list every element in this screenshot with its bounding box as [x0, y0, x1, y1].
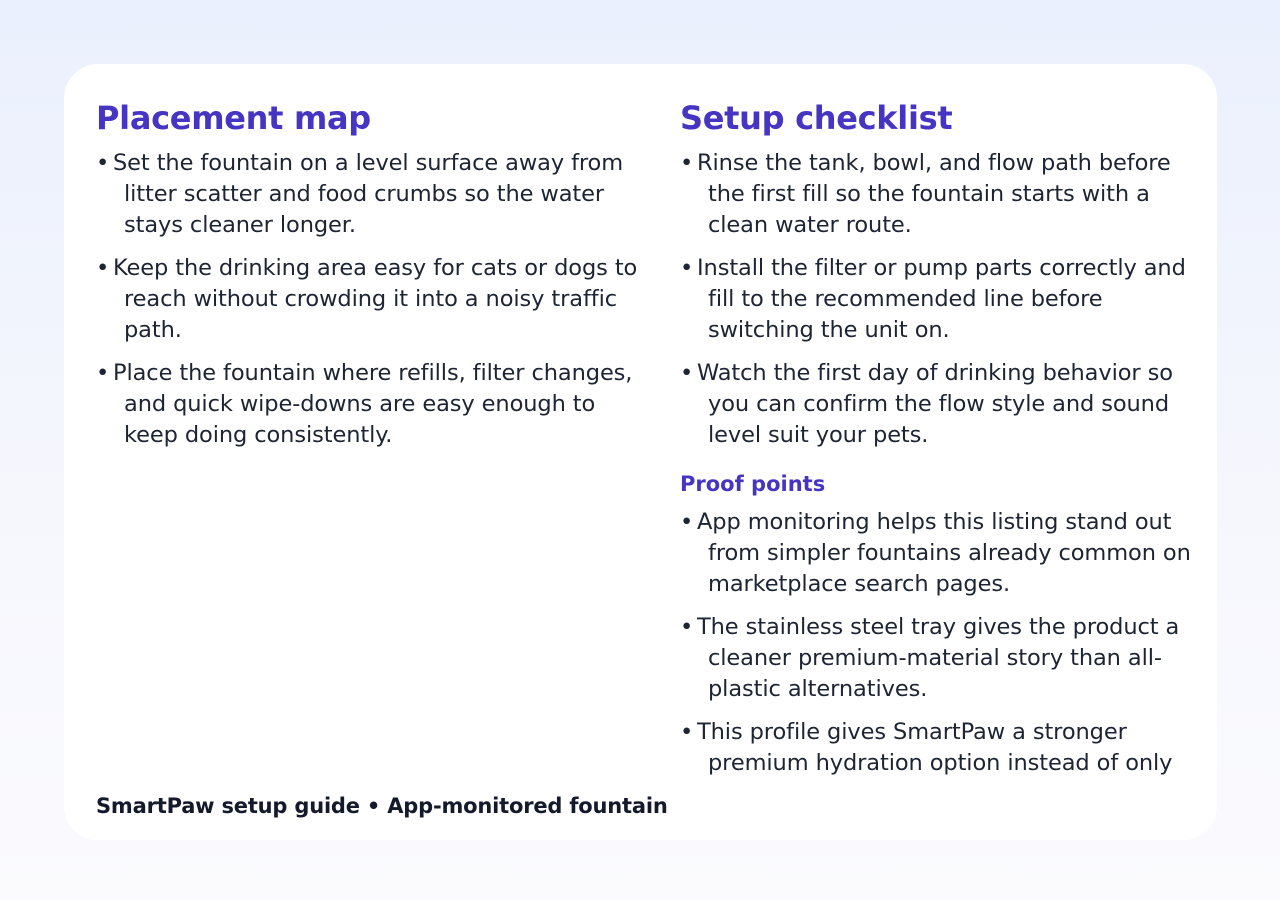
bullet-icon: •: [96, 255, 110, 281]
proof-point-text: This profile gives SmartPaw a stronger premium hydration option instead of only: [697, 719, 1173, 776]
proof-point-text: App monitoring helps this listing stand out from simpler fountains already common on marketplace search pages.: [697, 509, 1191, 597]
proof-points-list: [680, 507, 1200, 779]
checklist-item: [680, 358, 1200, 451]
bullet-icon: •: [680, 150, 694, 176]
proof-point-item: [680, 507, 1200, 600]
bullet-icon: •: [96, 150, 110, 176]
placement-list: [96, 148, 644, 451]
checklist-list: [680, 148, 1200, 451]
placement-map-heading: Placement map: [96, 99, 371, 137]
placement-item: [96, 253, 644, 346]
placement-item: [96, 358, 644, 451]
proof-point-item: [680, 612, 1200, 705]
checklist-item-text: Rinse the tank, bowl, and flow path before the first fill so the fountain starts with a clean water route.: [697, 150, 1171, 238]
proof-point-item: [680, 717, 1200, 779]
placement-map-section: [96, 98, 644, 463]
checklist-item-text: Install the filter or pump parts correctly and fill to the recommended line before switching the unit on.: [697, 255, 1186, 343]
setup-checklist-heading: Setup checklist: [680, 99, 953, 137]
bullet-icon: •: [680, 614, 694, 640]
proof-point-text: The stainless steel tray gives the product a cleaner premium-material story than all-plastic alternatives.: [697, 614, 1180, 702]
footer-caption: SmartPaw setup guide • App-monitored fountain: [96, 794, 668, 818]
placement-item-text: Keep the drinking area easy for cats or dogs to reach without crowding it into a noisy traffic path.: [113, 255, 638, 343]
bullet-icon: •: [680, 360, 694, 386]
bullet-icon: •: [96, 360, 110, 386]
placement-item: [96, 148, 644, 241]
bullet-icon: •: [680, 509, 694, 535]
checklist-item: [680, 253, 1200, 346]
guide-card: [64, 64, 1217, 840]
bullet-icon: •: [680, 719, 694, 745]
placement-item-text: Set the fountain on a level surface away from litter scatter and food crumbs so the water stays cleaner longer.: [113, 150, 624, 238]
proof-points-heading: Proof points: [680, 472, 826, 496]
bullet-icon: •: [680, 255, 694, 281]
checklist-item: [680, 148, 1200, 241]
placement-item-text: Place the fountain where refills, filter changes, and quick wipe-downs are easy enough to keep doing consistently.: [113, 360, 633, 448]
setup-checklist-section: [680, 98, 1200, 791]
checklist-item-text: Watch the first day of drinking behavior so you can confirm the flow style and sound level suit your pets.: [697, 360, 1173, 448]
